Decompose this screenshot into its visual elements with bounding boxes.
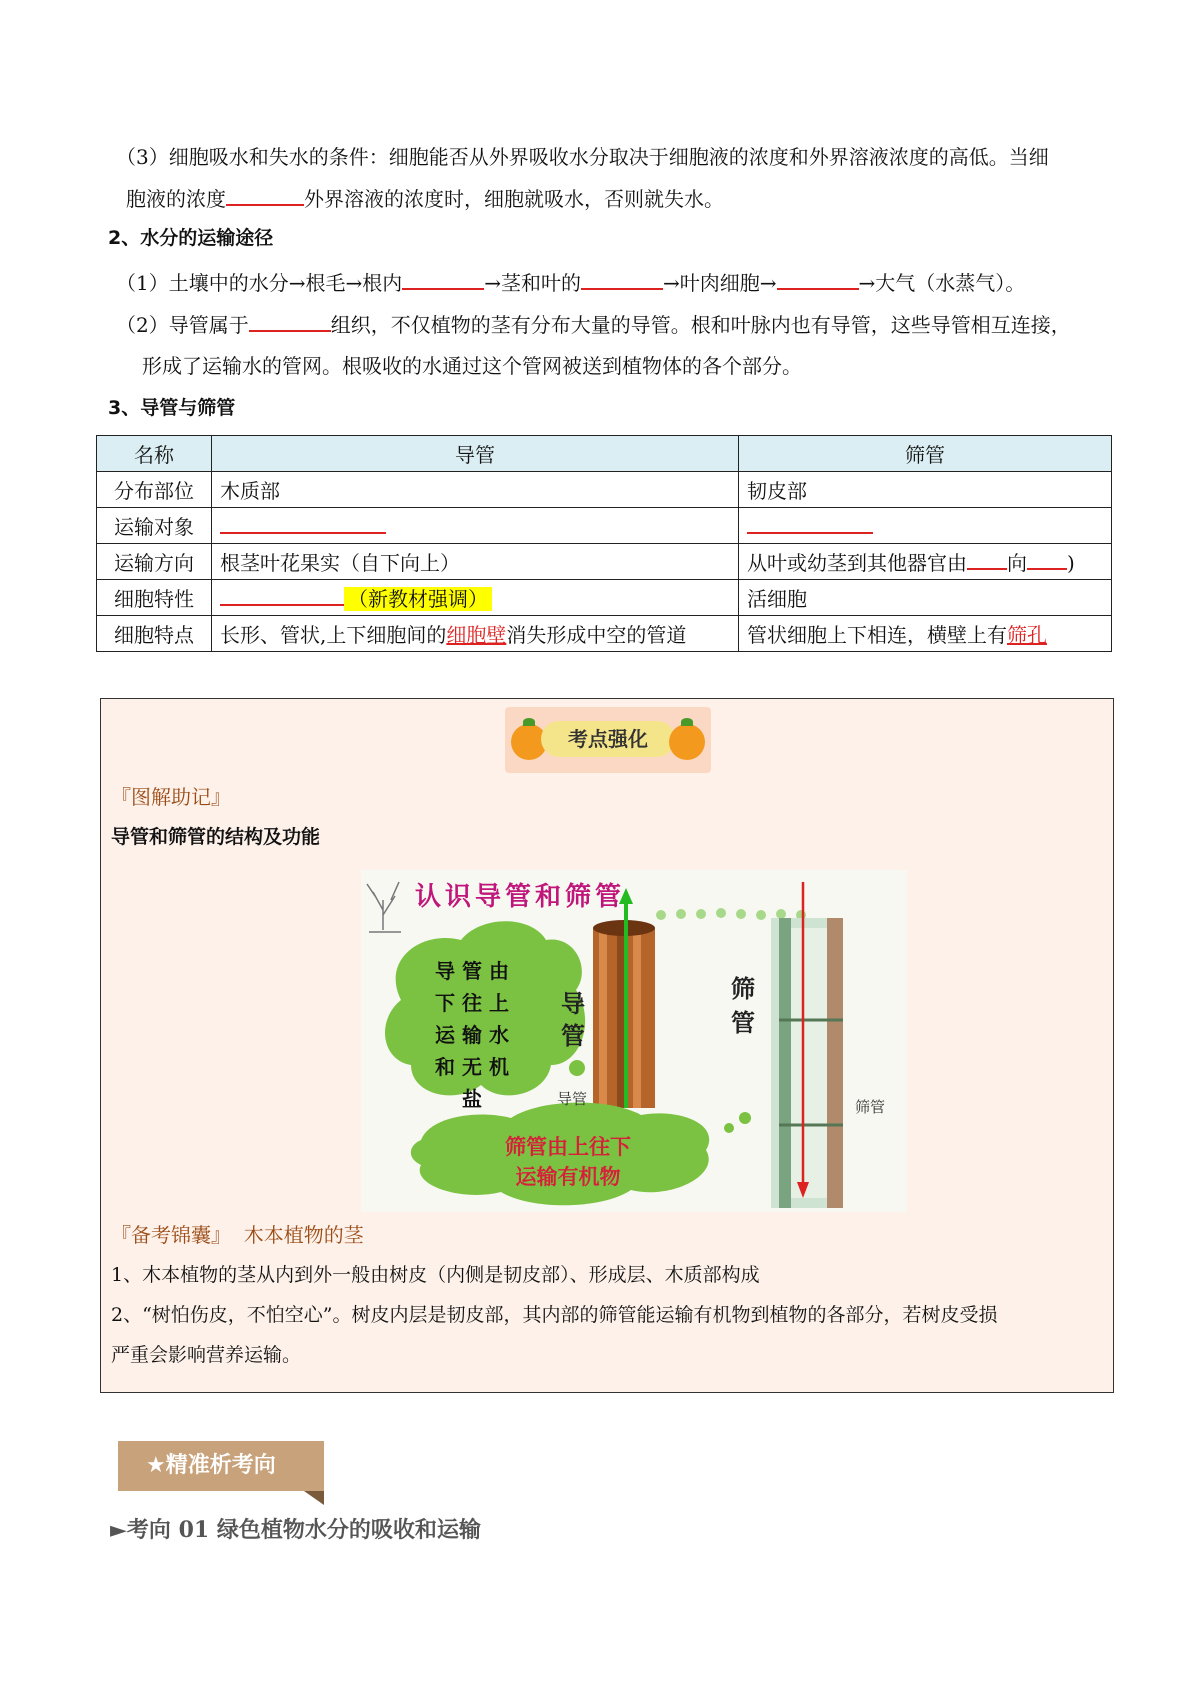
text-fragment: 消失形成中空的管道 <box>506 623 687 647</box>
sieve-cell: 韧皮部 <box>739 472 1112 508</box>
text-fragment: ) <box>1067 551 1075 575</box>
row-label: 细胞特性 <box>97 580 212 616</box>
heading-water-transport: 2、水分的运输途径 <box>108 227 274 249</box>
comparison-table <box>96 435 1112 652</box>
fill-blank <box>226 184 304 206</box>
fill-blank <box>220 584 344 606</box>
keypoint-badge <box>505 707 711 773</box>
text-fragment: 胞液的浓度 <box>126 187 226 211</box>
vessel-sieve-diagram <box>361 870 907 1212</box>
vessel-cloud-text <box>407 955 537 1115</box>
diagram-title: 认识导管和筛管 <box>415 882 626 912</box>
label-char: 导 <box>561 989 585 1018</box>
vessel-cell <box>212 616 739 652</box>
cloud-line: 盐 <box>462 1087 482 1111</box>
cloud-line: 运 输 水 <box>435 1023 509 1047</box>
tip-item: 1、木本植物的茎从内到外一般由树皮（内侧是韧皮部）、形成层、木质部构成 <box>111 1264 760 1286</box>
exam-direction-title: ►考向 01 绿色植物水分的吸收和运输 <box>110 1517 481 1543</box>
tip-item-cont: 严重会影响营养运输。 <box>111 1344 302 1366</box>
table-header-cell: 名称 <box>97 436 212 472</box>
orange-icon <box>669 724 705 760</box>
vessel-small-label: 导管 <box>557 1090 588 1108</box>
sieve-small-label: 筛管 <box>855 1098 886 1116</box>
banner-fold <box>304 1491 324 1505</box>
keypoint-box <box>100 698 1114 1393</box>
tip-item: 2、“树怕伤皮，不怕空心”。树皮内层是韧皮部，其内部的筛管能运输有机物到植物的各部分，若树皮受损 <box>111 1304 998 1326</box>
sieve-cell: 活细胞 <box>739 580 1112 616</box>
text-fragment: 组织，不仅植物的茎有分布大量的导管。根和叶脉内也有导管，这些导管相互连接， <box>330 313 1071 337</box>
cloud-line: 和 无 机 <box>435 1055 509 1079</box>
table-header-cell: 导管 <box>212 436 739 472</box>
cloud-line: 筛管由上往下 <box>505 1134 631 1159</box>
fill-blank <box>249 310 331 332</box>
text-fragment: 向 <box>1007 551 1027 575</box>
sieve-big-label <box>731 972 755 1040</box>
text-fragment: 长形、管状,上下细胞间的 <box>220 623 447 647</box>
cloud-line: 导 管 由 <box>435 959 509 983</box>
text-fragment: 从叶或幼茎到其他器官由 <box>747 551 967 575</box>
sieve-cell <box>739 616 1112 652</box>
fill-blank <box>402 268 484 290</box>
badge-label: 考点强化 <box>541 721 675 757</box>
paragraph-vessel-tissue <box>116 310 1071 339</box>
table-row <box>97 508 1112 544</box>
heading-vessel-vs-sieve: 3、导管与筛管 <box>108 397 236 419</box>
cloud-line: 下 往 上 <box>435 991 509 1015</box>
fill-blank <box>967 548 1007 570</box>
table-header-cell: 筛管 <box>739 436 1112 472</box>
vessel-cell <box>212 580 739 616</box>
table-row <box>97 472 1112 508</box>
paragraph-absorption-condition: （3）细胞吸水和失水的条件：细胞能否从外界吸收水分取决于细胞液的浓度和外界溶液浓度的高低。当细 <box>116 145 1049 169</box>
text-fragment: （2）导管属于 <box>116 313 249 337</box>
text-fragment: →茎和叶的 <box>484 271 582 295</box>
table-row <box>97 580 1112 616</box>
text-fragment: （1）土壤中的水分→根毛→根内 <box>116 271 403 295</box>
label-char: 管 <box>561 1021 585 1050</box>
text-fragment: →大气（水蒸气）。 <box>858 271 1026 295</box>
answer-sieve-pore: 筛孔 <box>1007 623 1047 647</box>
text-fragment: 管状细胞上下相连，横壁上有 <box>747 623 1007 647</box>
paragraph-absorption-condition-cont <box>126 184 724 213</box>
label-char: 管 <box>731 1008 755 1037</box>
text-fragment: →叶肉细胞→ <box>663 271 777 295</box>
vessel-big-label <box>561 988 585 1052</box>
precise-analysis-banner: ★精准析考向 <box>118 1441 324 1491</box>
row-label: 分布部位 <box>97 472 212 508</box>
sieve-tube-drawing <box>771 918 843 1208</box>
tag-label: 『备考锦囊』 <box>111 1223 231 1247</box>
diagram-subtitle: 导管和筛管的结构及功能 <box>111 826 321 848</box>
text-fragment: 外界溶液的浓度时，细胞就吸水，否则就失水。 <box>304 187 724 211</box>
sieve-cloud-text <box>463 1132 673 1192</box>
table-row <box>97 544 1112 580</box>
fill-blank <box>747 512 873 534</box>
vessel-cell: 木质部 <box>212 472 739 508</box>
tree-sketch-icon <box>367 882 401 932</box>
table-header-row <box>97 436 1112 472</box>
row-label: 运输方向 <box>97 544 212 580</box>
vessel-cell <box>212 508 739 544</box>
vessel-cell: 根茎叶花果实（自下向上） <box>212 544 739 580</box>
new-textbook-highlight: （新教材强调） <box>344 587 492 611</box>
sieve-cell <box>739 508 1112 544</box>
row-label: 运输对象 <box>97 508 212 544</box>
fill-blank <box>581 268 663 290</box>
fill-blank <box>777 268 859 290</box>
table-row <box>97 616 1112 652</box>
exam-tips-tag <box>111 1219 364 1248</box>
paragraph-transport-path <box>116 268 1025 297</box>
cloud-line: 运输有机物 <box>515 1164 621 1189</box>
fill-blank <box>220 512 386 534</box>
tag-title: 木本植物的茎 <box>243 1223 364 1247</box>
paragraph-vessel-network: 形成了运输水的管网。根吸收的水通过这个管网被送到植物体的各个部分。 <box>142 354 802 378</box>
sieve-cell <box>739 544 1112 580</box>
row-label: 细胞特点 <box>97 616 212 652</box>
diagram-memory-tag: 『图解助记』 <box>111 785 231 809</box>
label-char: 筛 <box>731 974 755 1003</box>
answer-cell-wall: 细胞壁 <box>446 623 507 647</box>
fill-blank <box>1027 548 1067 570</box>
